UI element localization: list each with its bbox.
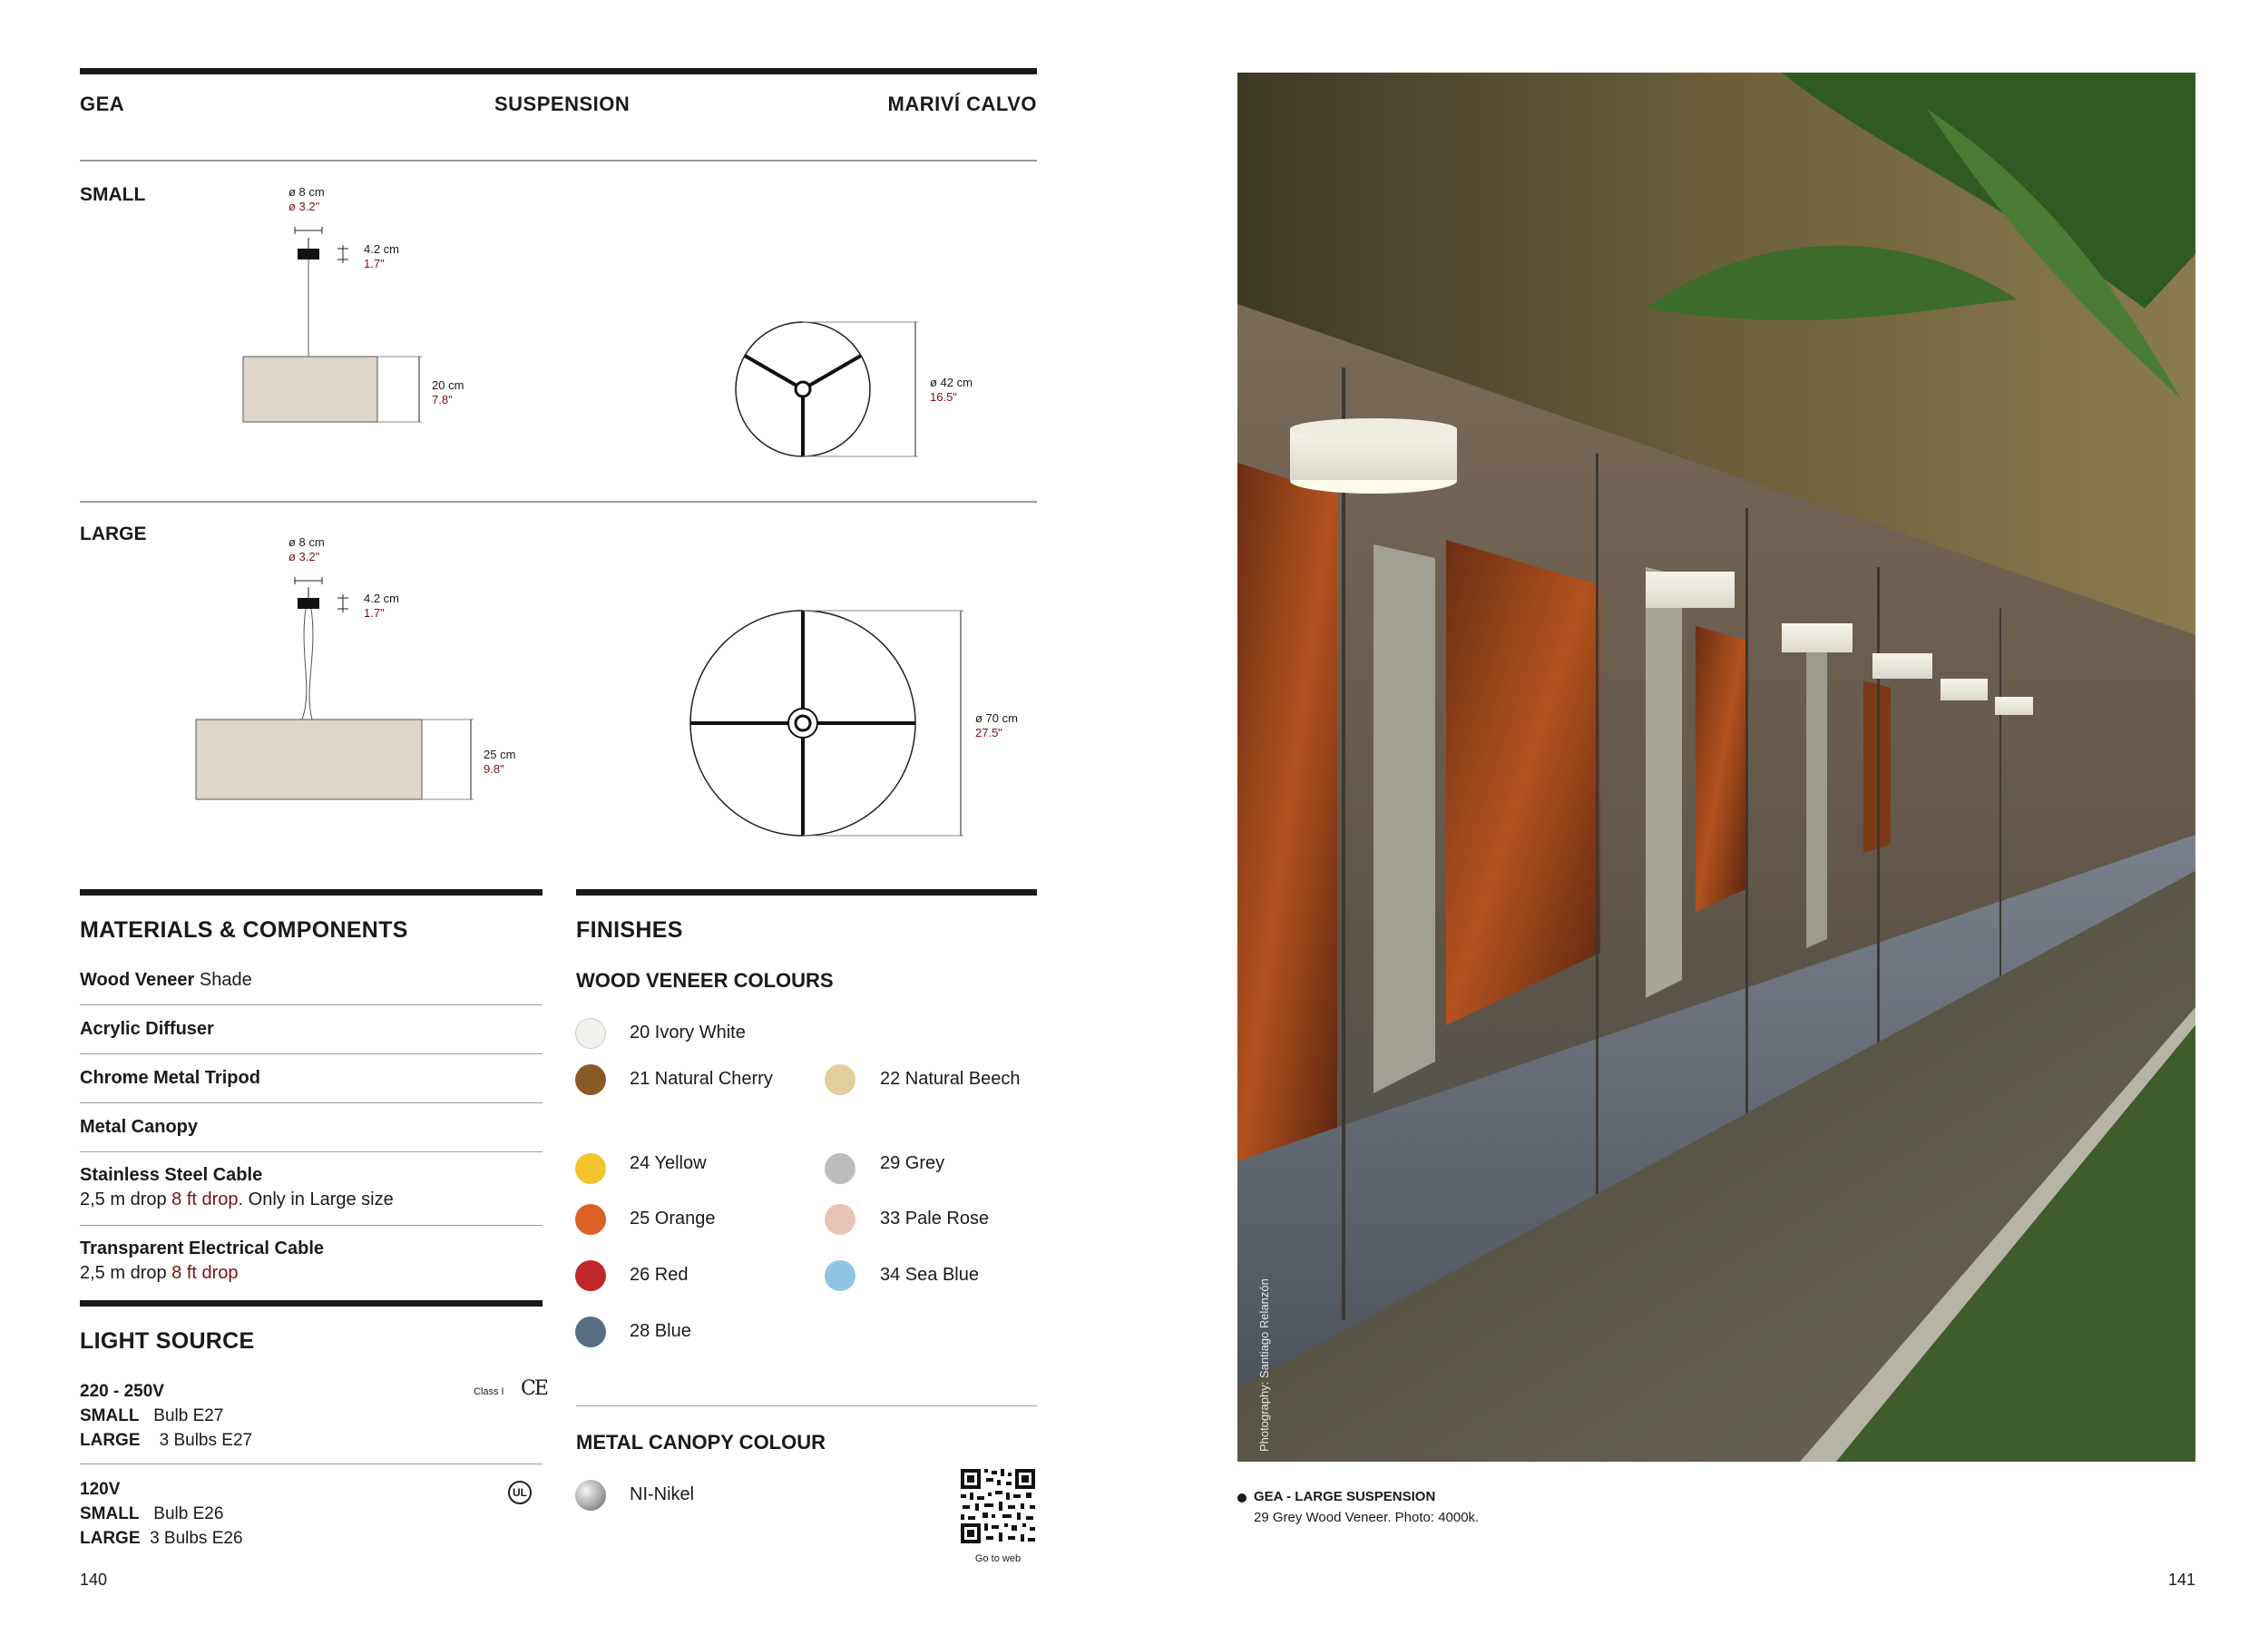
- large-canopy-height-cm: 4.2 cm: [364, 592, 400, 605]
- material-item-electrical-cable: [80, 1237, 543, 1286]
- page-number-left: 140: [80, 1571, 108, 1589]
- swatch-sea-blue: [825, 1260, 855, 1291]
- swatch-orange: [575, 1204, 606, 1235]
- swatch-label: 21 Natural Cherry: [630, 1069, 773, 1089]
- ul-circle: UL: [508, 1481, 532, 1504]
- voltage-eu: 220 - 250V: [80, 1382, 164, 1401]
- page-number-right: 141: [2167, 1571, 2195, 1589]
- voltage-us: 120V: [80, 1480, 121, 1499]
- materials-divider: [80, 1102, 543, 1103]
- product-type: SUSPENSION: [494, 93, 631, 115]
- finishes-top-rule: [576, 889, 1037, 896]
- large-canopy-diameter-in: ø 3.2": [288, 550, 320, 563]
- qr-code-svg: [959, 1467, 1037, 1545]
- swatch-natural-cherry: [575, 1064, 606, 1095]
- swatch-red: [575, 1260, 606, 1291]
- small-shade-height-in: 7.8": [432, 393, 453, 406]
- materials-divider: [80, 1004, 543, 1005]
- light-source-top-rule: [80, 1300, 543, 1307]
- swatch-label: 22 Natural Beech: [880, 1069, 1021, 1089]
- light-source-title: LIGHT SOURCE: [80, 1328, 255, 1354]
- small-canopy-diameter-in: ø 3.2": [288, 200, 320, 213]
- swatch-label: 33 Pale Rose: [880, 1209, 990, 1229]
- wood-colours-title: WOOD VENEER COLOURS: [576, 969, 834, 992]
- material-item-tripod: [80, 1066, 543, 1091]
- swatch-ivory-white: [575, 1018, 606, 1049]
- finishes-divider: [576, 1405, 1037, 1406]
- material-item-imperial: 8 ft drop: [171, 1263, 239, 1283]
- swatch-natural-beech: [825, 1064, 855, 1095]
- material-item-acrylic: [80, 1017, 543, 1042]
- material-item-name: Wood Veneer: [80, 970, 195, 990]
- large-shade-height-cm: 25 cm: [484, 748, 516, 761]
- material-item-canopy: [80, 1115, 543, 1140]
- photo-caption-title: GEA - LARGE SUSPENSION: [1254, 1489, 1436, 1504]
- material-item-metric: 2,5 m drop: [80, 1190, 167, 1209]
- material-item-metric: 2,5 m drop: [80, 1263, 167, 1283]
- large-canopy-height-in: 1.7": [364, 606, 385, 620]
- finishes-title: FINISHES: [576, 917, 683, 943]
- small-canopy-height-in: 1.7": [364, 257, 385, 270]
- small-canopy-diameter-cm: ø 8 cm: [288, 185, 325, 199]
- materials-divider: [80, 1151, 543, 1152]
- material-item-detail: Shade: [194, 970, 252, 990]
- qr-code-icon[interactable]: [959, 1467, 1037, 1545]
- photo-credit: Photography: Santiago Relanzón: [1257, 1278, 1271, 1452]
- canopy-swatch-label: NI-Nikel: [630, 1484, 695, 1504]
- swatch-label: 29 Grey: [880, 1153, 945, 1173]
- small-side-view-svg: [236, 181, 508, 436]
- large-top-view-svg: [680, 599, 980, 844]
- small-canopy-height-cm: 4.2 cm: [364, 242, 400, 256]
- qr-caption: Go to web: [974, 1553, 1022, 1564]
- swatch-label: 28 Blue: [630, 1321, 691, 1341]
- materials-divider: [80, 1053, 543, 1054]
- swatch-label: 25 Orange: [630, 1209, 716, 1229]
- bulb-large-label: LARGE: [80, 1431, 141, 1450]
- small-shade-diameter-cm: ø 42 cm: [930, 376, 973, 389]
- large-shade-diameter-cm: ø 70 cm: [975, 711, 1018, 725]
- materials-top-rule: [80, 889, 543, 896]
- material-item-wood-veneer: [80, 968, 543, 993]
- bulb-large-label: LARGE: [80, 1529, 141, 1548]
- product-photo: [1237, 73, 2195, 1462]
- photo-caption-text: 29 Grey Wood Veneer. Photo: 4000k.: [1254, 1510, 1480, 1525]
- header-top-rule: [80, 68, 1037, 74]
- material-item-name: Stainless Steel Cable: [80, 1165, 263, 1185]
- canopy-colour-title: METAL CANOPY COLOUR: [576, 1431, 826, 1454]
- small-shade-height-cm: 20 cm: [432, 378, 464, 392]
- small-top-view-svg: [717, 308, 934, 472]
- material-item-steel-cable: [80, 1163, 543, 1212]
- material-item-note: Only in Large size: [248, 1190, 394, 1209]
- material-item-name: Transparent Electrical Cable: [80, 1238, 325, 1258]
- material-item-name: Metal Canopy: [80, 1117, 199, 1137]
- swatch-label: 20 Ivory White: [630, 1023, 746, 1043]
- large-side-view-svg: [181, 531, 526, 812]
- material-item-name: Acrylic Diffuser: [80, 1019, 214, 1039]
- ce-mark-icon: CE: [521, 1377, 547, 1400]
- small-shade-diameter-in: 16.5": [930, 390, 957, 404]
- swatch-pale-rose: [825, 1204, 855, 1235]
- swatch-label: 26 Red: [630, 1265, 689, 1285]
- header-bottom-rule: [80, 160, 1037, 162]
- size-label-large: LARGE: [80, 524, 147, 544]
- swatch-yellow: [575, 1153, 606, 1184]
- designer-name: MARIVÍ CALVO: [887, 93, 1037, 115]
- swatch-label: 34 Sea Blue: [880, 1265, 979, 1285]
- large-shade-height-in: 9.8": [484, 762, 504, 776]
- light-source-us: [80, 1477, 543, 1551]
- swatch-grey: [825, 1153, 855, 1184]
- bulb-small-value: Bulb E27: [153, 1406, 224, 1425]
- ul-mark-icon: [501, 1481, 541, 1506]
- material-item-name: Chrome Metal Tripod: [80, 1068, 260, 1088]
- swatch-nickel: [575, 1480, 606, 1511]
- bulb-small-label: SMALL: [80, 1504, 140, 1523]
- size-divider-rule: [80, 501, 1037, 503]
- bulb-small-value: Bulb E26: [153, 1504, 224, 1523]
- swatch-label: 24 Yellow: [630, 1153, 707, 1173]
- materials-title: MATERIALS & COMPONENTS: [80, 917, 408, 943]
- product-name: GEA: [80, 93, 125, 115]
- bulb-small-label: SMALL: [80, 1406, 140, 1425]
- size-label-small: SMALL: [80, 184, 146, 205]
- materials-divider: [80, 1225, 543, 1226]
- large-shade-diameter-in: 27.5": [975, 726, 1002, 739]
- caption-bullet-icon: [1237, 1493, 1246, 1503]
- material-item-imperial: 8 ft drop.: [171, 1190, 244, 1209]
- class-i-label: Class I: [474, 1386, 504, 1397]
- bulb-large-value: 3 Bulbs E26: [150, 1529, 243, 1548]
- large-canopy-diameter-cm: ø 8 cm: [288, 535, 325, 549]
- photo-illustration: [1237, 73, 2195, 1462]
- bulb-large-value: 3 Bulbs E27: [159, 1431, 253, 1450]
- swatch-blue: [575, 1317, 606, 1347]
